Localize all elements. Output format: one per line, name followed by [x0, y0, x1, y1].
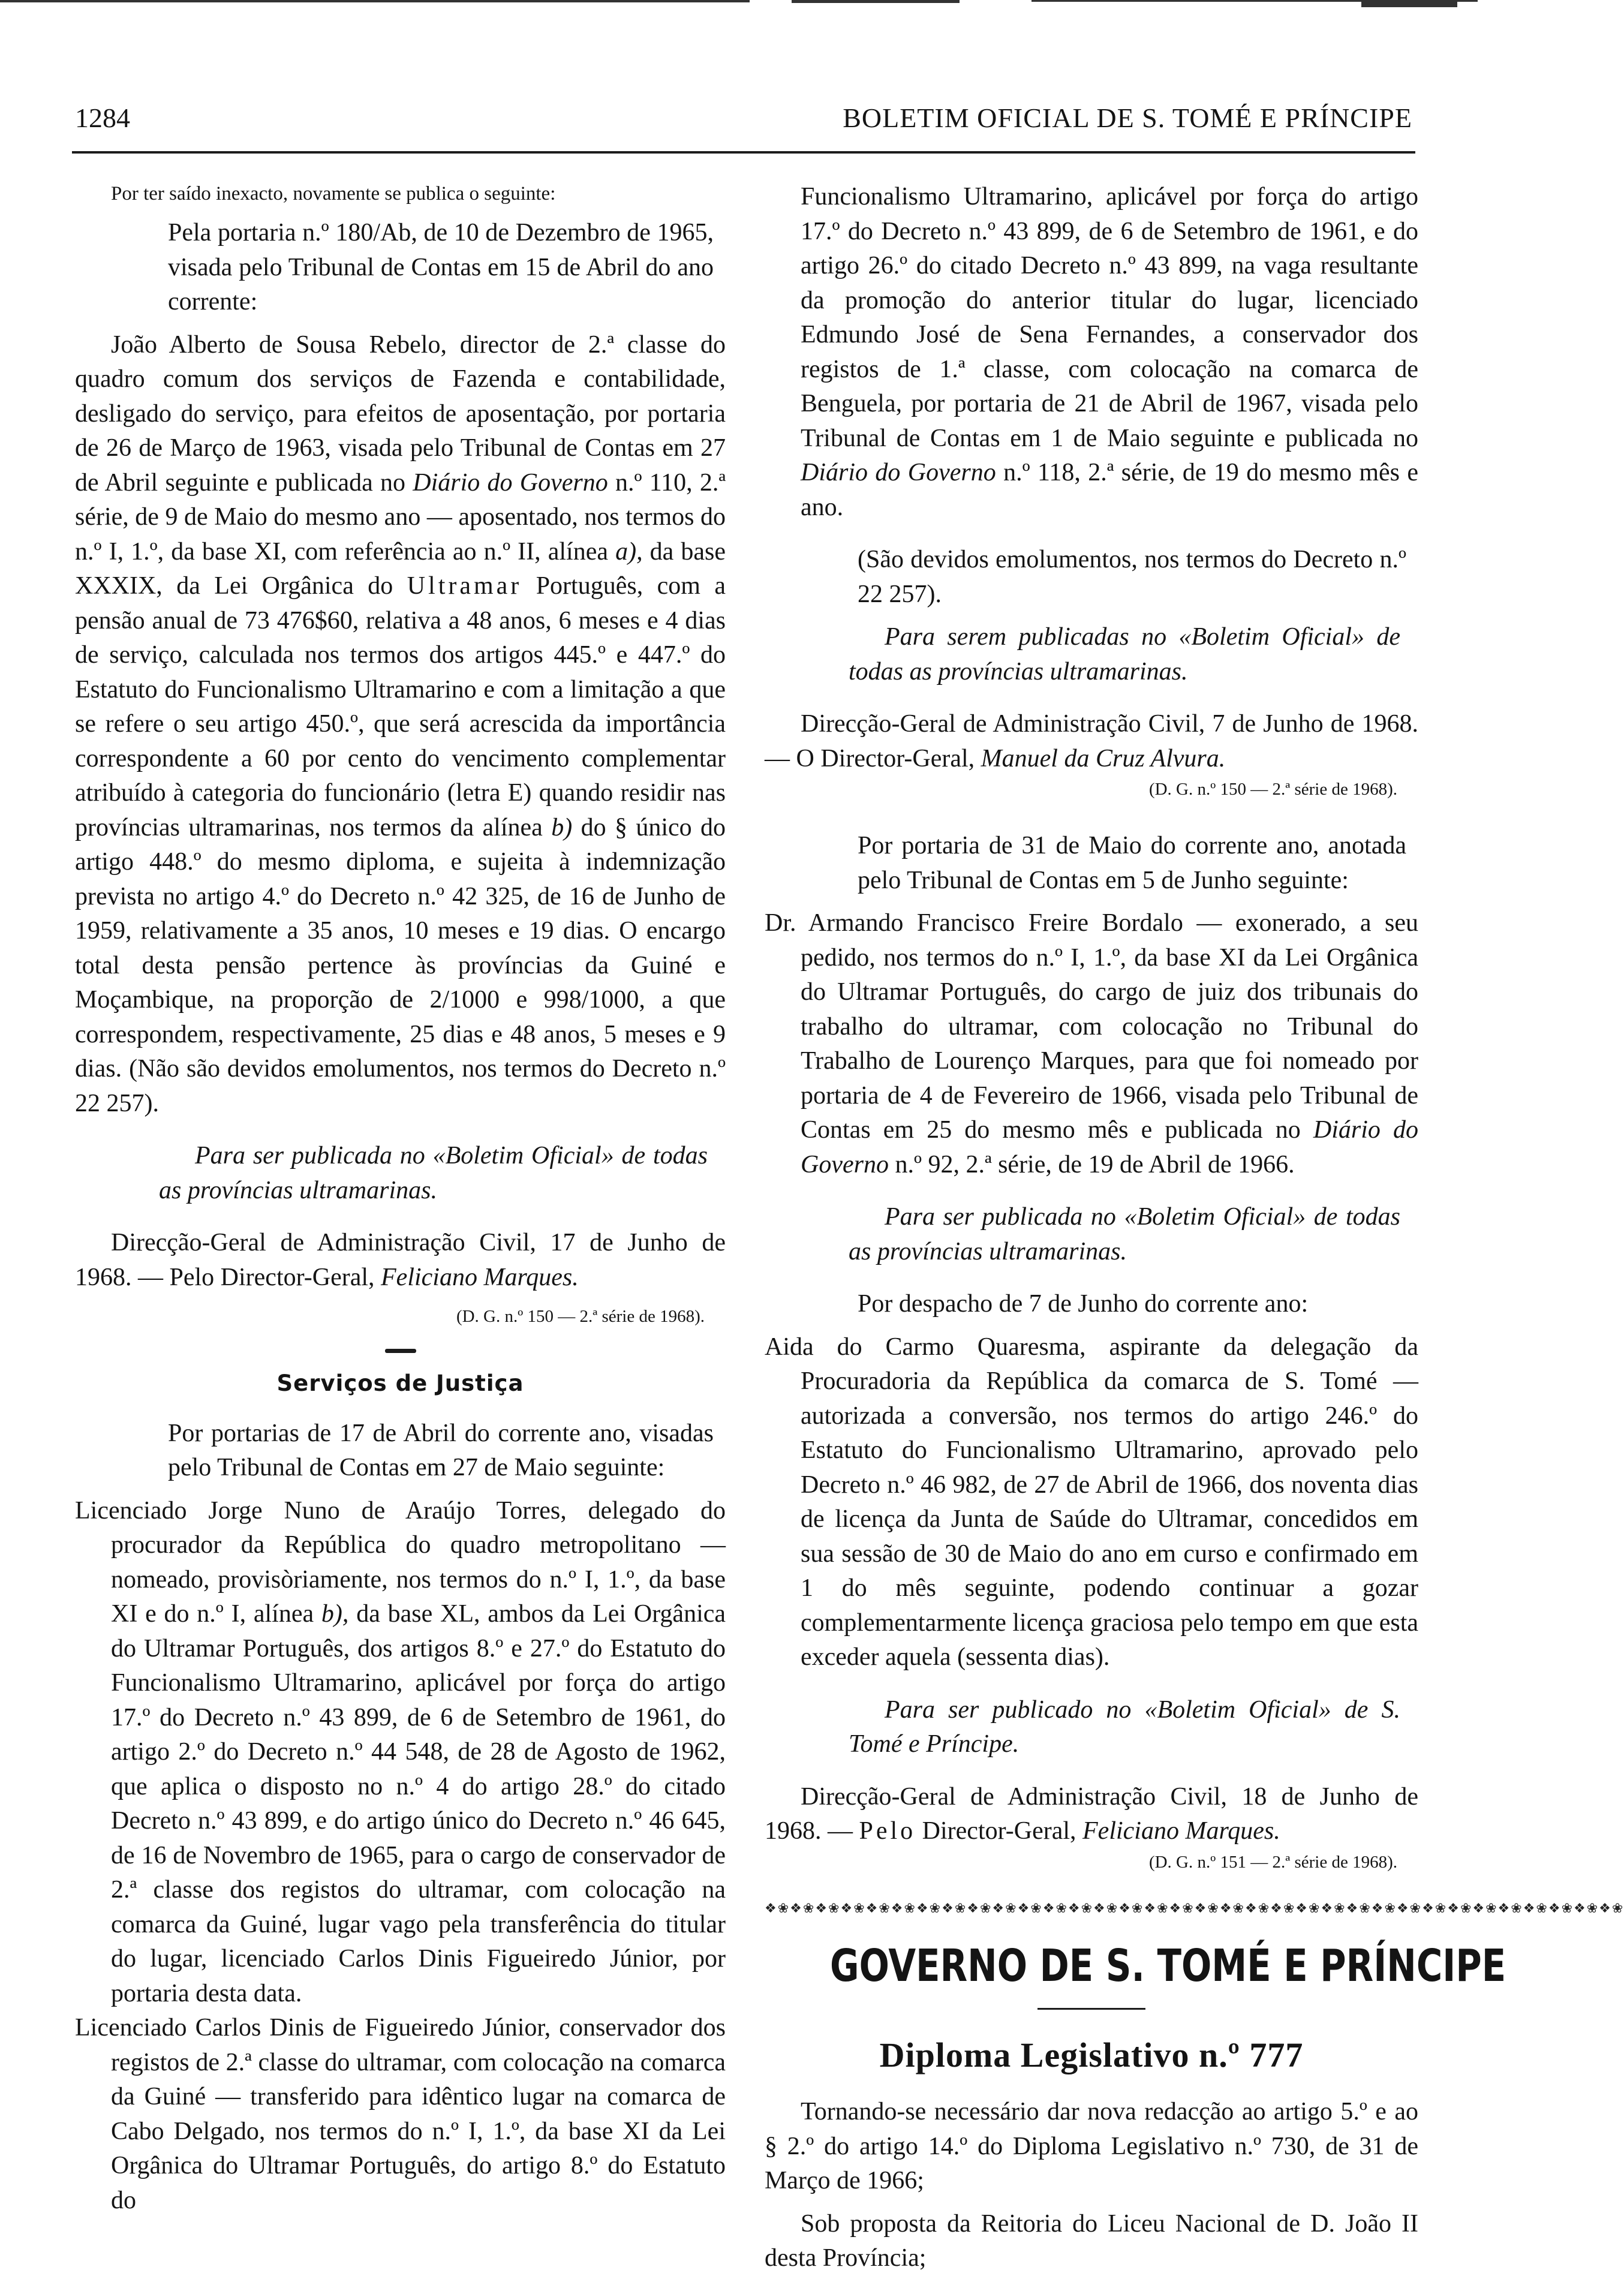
aida-quaresma-paragraph: Aida do Carmo Quaresma, aspirante da delegação da Procuradoria da República da comarca de S. Tomé — autorizada a conversão, nos termos do artigo 246.º do Estatuto do Funcionalismo Ultramarino, aprovado pelo Decreto n.º 46 982, de 27 de Abril de 1966, dos noventa dias de licença da Junta de Saúde do Ultramar, concedidos em sua sessão de 30 de Maio do ano em curso e confirmado em 1 do mês seguinte, podendo continuar a gozar complementarmente licença graciosa pelo tempo em que esta exceder aquela (sessenta dias).	[765, 1333, 1418, 1671]
emolumentos-note: (São devidos emolumentos, nos termos do Decreto n.º 22 257).	[858, 546, 1406, 608]
government-title: GOVERNO DE S. TOMÉ E PRÍNCIPE	[830, 1940, 1506, 1992]
right-column	[765, 180, 1624, 2276]
portaria-31-maio: Por portaria de 31 de Maio do corrente ano, anotada pelo Tribunal de Contas em 5 de Junho seguinte:	[858, 832, 1406, 894]
reference-1: (D. G. n.º 150 — 2.ª série de 1968).	[456, 1307, 705, 1326]
direccao-geral-3: Direcção-Geral de Administração Civil, 18 de Junho de 1968. — Pelo Director-Geral, Feliciano Marques.	[765, 1782, 1418, 1845]
diploma-title: Diploma Legislativo n.º 777	[879, 2036, 1304, 2074]
ornament-divider: ❖❀❖❀❖❀❖❀❖❀❖❀❖❀❖❀❖❀❖❀❖❀❖❀❖❀❖❀❖❀❖❀❖❀❖❀❖❀❖❀❖❀❖❀❖❀❖❀❖❀❖❀❖❀❖❀❖❀❖❀❖❀❖❀❖❀❖❀	[765, 1900, 1624, 1916]
reference-3: (D. G. n.º 151 — 2.ª série de 1968).	[1148, 1852, 1397, 1872]
title-rule	[1037, 2008, 1145, 2010]
publication-note-2: Para serem publicadas no «Boletim Oficial» de todas as províncias ultramarinas.	[849, 623, 1400, 685]
direccao-geral-2: Direcção-Geral de Administração Civil, 7 de Junho de 1968. — O Director-Geral, Manuel da Cruz Alvura.	[765, 710, 1418, 772]
justica-intro: Por portarias de 17 de Abril do corrente ano, visadas pelo Tribunal de Contas em 27 de Maio seguinte:	[168, 1419, 714, 1481]
carlos-figueiredo-continued: Funcionalismo Ultramarino, aplicável por força do artigo 17.º do Decreto n.º 43 899, de 6 de Setembro de 1961, e do artigo 26.º do citado Decreto n.º 43 899, na vaga resultante da promoção do anterior titular do lugar, licenciado Edmundo José de Sena Fernandes, a conservador dos registos de 1.ª classe, com colocação na comarca de Benguela, por portaria de 21 de Abril de 1967, visada pelo Tribunal de Contas em 1 de Maio seguinte e publicada no Diário do Governo n.º 118, 2.ª série, de 19 do mesmo mês e ano.	[801, 183, 1418, 521]
reference-2: (D. G. n.º 150 — 2.ª série de 1968).	[1148, 780, 1397, 799]
signature-3: Feliciano Marques.	[1082, 1817, 1280, 1845]
diploma-paragraph-1: Tornando-se necessário dar nova redacção ao artigo 5.º e ao § 2.º do artigo 14.º do Diploma Legislativo n.º 730, de 31 de Março de 1966;	[765, 2098, 1418, 2194]
publication-note-3: Para ser publicada no «Boletim Oficial» de todas as províncias ultramarinas.	[849, 1203, 1400, 1265]
scan-top-border	[0, 0, 1478, 18]
fraction-2: 998/1000	[543, 986, 639, 1014]
section-title: Serviços de Justiça	[276, 1370, 524, 1396]
signature-2: Manuel da Cruz Alvura.	[981, 744, 1226, 772]
armando-bordalo-paragraph: Dr. Armando Francisco Freire Bordalo — exonerado, a seu pedido, nos termos do n.º I, 1.º, da base XI da Lei Orgânica do Ultramar Português, do cargo de juiz dos tribunais do trabalho do ultramar, com colocação no Tribunal do Trabalho de Lourenço Marques, para que foi nomeado por portaria de 4 de Fevereiro de 1966, visada pelo Tribunal de Contas em 25 do mesmo mês e publicada no Diário do Governo n.º 92, 2.ª série, de 19 de Abril de 1966.	[765, 909, 1419, 1178]
section-separator	[385, 1349, 416, 1353]
publication-note-4: Para ser publicado no «Boletim Oficial» de S. Tomé e Príncipe.	[849, 1695, 1400, 1758]
header-rule	[72, 151, 1415, 154]
erratum-note: Por ter saído inexacto, novamente se publica o seguinte:	[111, 183, 556, 205]
left-column	[75, 180, 726, 2218]
direccao-geral-1: Direcção-Geral de Administração Civil, 17 de Junho de 1968. — Pelo Director-Geral, Feliciano Marques.	[75, 1229, 726, 1291]
running-title: BOLETIM OFICIAL DE S. TOMÉ E PRÍNCIPE	[843, 103, 1412, 133]
carlos-figueiredo-paragraph: Licenciado Carlos Dinis de Figueiredo Júnior, conservador dos registos de 2.ª classe do ultramar, com colocação na comarca da Guiné — transferido para idêntico lugar na comarca de Cabo Delgado, nos termos do n.º I, 1.º, da base XI da Lei Orgânica do Ultramar Português, do artigo 8.º do Estatuto do	[75, 2014, 726, 2214]
publication-note-1: Para ser publicada no «Boletim Oficial» de todas as províncias ultramarinas.	[159, 1142, 708, 1204]
signature-1: Feliciano Marques.	[381, 1263, 579, 1291]
diploma-paragraph-2: Sob proposta da Reitoria do Liceu Nacional de D. João II desta Província;	[765, 2209, 1418, 2272]
fraction-1: 2/1000	[429, 986, 500, 1014]
page-number: 1284	[75, 103, 130, 133]
despacho-intro: Por despacho de 7 de Junho do corrente ano:	[858, 1290, 1309, 1318]
page-header	[75, 102, 1412, 144]
joao-rebelo-paragraph: João Alberto de Sousa Rebelo, director de 2.ª classe do quadro comum dos serviços de Fazenda e contabilidade, desligado do serviço, para efeitos de aposentação, por portaria de 26 de Março de 1963, visada pelo Tribunal de Contas em 27 de Abril seguinte e publicada no Diário do Governo n.º 110, 2.ª série, de 9 de Maio do mesmo ano — aposentado, nos termos do n.º I, 1.º, da base XI, com referência ao n.º II, alínea a), da base XXXIX, da Lei Orgânica do Ultramar Português, com a pensão anual de 73 476$60, relativa a 48 anos, 6 meses e 4 dias de serviço, calculada nos termos dos artigos 445.º e 447.º do Estatuto do Funcionalismo Ultramarino e com a limitação a que se refere o seu artigo 450.º, que será acrescida da importância correspondente a 60 por cento do vencimento complementar atribuído à categoria do funcionário (letra E) quando residir nas províncias ultramarinas, nos termos da alínea b) do § único do artigo 448.º do mesmo diploma, e sujeita à indemnização prevista no artigo 4.º do Decreto n.º 42 325, de 16 de Junho de 1959, relativamente a 35 anos, 10 meses e 19 dias. O encargo total desta pensão pertence às províncias da Guiné e Moçambique, na proporção de 2/1000 e 998/1000, a que correspondem, respectivamente, 25 dias e 48 anos, 5 meses e 9 dias. (Não são devidos emolumentos, nos termos do Decreto n.º 22 257).	[75, 330, 726, 1117]
jorge-torres-paragraph: Licenciado Jorge Nuno de Araújo Torres, delegado do procurador da República do quadro metropolitano — nomeado, provisòriamente, nos termos do n.º I, 1.º, da base XI e do n.º I, alínea b), da base XL, ambos da Lei Orgânica do Ultramar Português, dos artigos 8.º e 27.º do Estatuto do Funcionalismo Ultramarino, aplicável por força do artigo 17.º do Decreto n.º 43 899, de 6 de Setembro de 1961, do artigo 2.º do Decreto n.º 44 548, de 28 de Agosto de 1962, que aplica o disposto no n.º 4 do artigo 28.º do citado Decreto n.º 43 899, e do artigo único do Decreto n.º 46 645, de 16 de Novembro de 1965, para o cargo de conservador de 2.ª classe dos registos do ultramar, com colocação na comarca da Guiné, lugar vago pela transferência do titular do lugar, licenciado Carlos Dinis Figueiredo Júnior, por portaria desta data.	[75, 1496, 726, 2007]
portaria-intro: Pela portaria n.º 180/Ab, de 10 de Dezembro de 1965, visada pelo Tribunal de Contas em 15 de Abril do ano corrente:	[168, 219, 714, 315]
